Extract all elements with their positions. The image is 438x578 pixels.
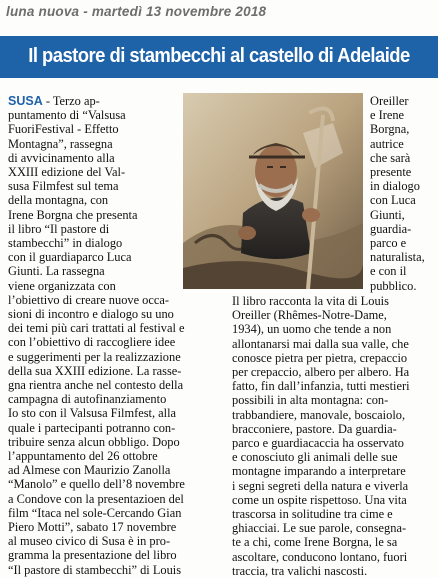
text-line: Io sto con il Valsusa Filmfest, alla (8, 406, 177, 421)
text-line: parco e guardiacaccia ha osservato (232, 436, 404, 450)
text-line: Borgna, (370, 122, 410, 137)
text-line: conosce pietra per pietra, crepaccio (232, 350, 408, 365)
text-line: per crepaccio, albero per albero. Ha (232, 365, 410, 379)
text-line: l’obiettivo di creare nuove occa- (8, 292, 169, 307)
text-line: gna rientra anche nel contesto della (8, 378, 184, 392)
masthead-date: luna nuova - martedì 13 novembre 2018 (6, 4, 267, 19)
text-line: quale i partecipanti potranno con- (8, 420, 176, 435)
text-line: dei temi più cari trattati al festival e (8, 321, 185, 336)
text-line: gramma la presentazione del libro (8, 548, 177, 563)
text-line: Giunti, (370, 207, 405, 222)
text-line: pubblico. (370, 278, 417, 293)
text-line: traccia, tra valichi nascosti. (232, 563, 368, 578)
text-line: fatto, fin dall’infanzia, tutti mestieri (232, 379, 410, 394)
text-line: della sua XXIII edizione. La rasse- (8, 363, 182, 378)
text-line: parco e (370, 236, 407, 250)
text-line: “Manolo” e quello dell’8 novembre (8, 477, 185, 492)
text-line: film “Itaca nel sole-Cercando Gian (8, 505, 182, 520)
text-line: come un ospite rispettoso. Una vita (232, 492, 407, 507)
article-photo (183, 93, 363, 289)
text-line: al museo civico di Susa è in pro- (8, 534, 171, 549)
text-line: a Condove con la presentazioen del (8, 491, 184, 506)
text-line: puntamento di “Valsusa (8, 108, 126, 123)
text-line: 1934), un uomo che tende a non (232, 322, 392, 337)
text-line: e suggerimenti per la realizzazione (8, 349, 181, 364)
text-line: con il guardiaparco Luca (8, 250, 132, 265)
text-line: allontanarsi mai dalla sua valle, che (232, 336, 409, 351)
text-line: i segni segreti della natura e viverla (232, 478, 409, 493)
text-line: Montagna”, rassegna (8, 136, 113, 151)
text-line: FuoriFestival - Effetto (8, 122, 119, 137)
text-line: l’appuntamento del 26 ottobre (8, 449, 158, 463)
text-line: tribuire senza alcun obbligo. Dopo (8, 434, 180, 449)
text-line: campagna di autofinanziamento (8, 392, 167, 407)
text-line: con Luca (370, 193, 416, 208)
article-lead-location: SUSA (8, 94, 43, 108)
text-line: della montagna, con (8, 193, 109, 208)
text-line: autrice (370, 136, 404, 151)
text-line: viene organizzata con (8, 278, 116, 293)
text-line: e Irene (370, 108, 405, 123)
text-line: e con il (370, 264, 407, 279)
text-line: Giunti. La rassegna (8, 264, 105, 279)
text-line: presente (370, 165, 412, 179)
text-line: che sarà (370, 150, 411, 165)
text-line: Piero Motti”, sabato 17 novembre (8, 520, 177, 534)
text-line: di avvicinamento alla (8, 150, 115, 165)
text-line: e conosciuto gli animali delle sue (232, 450, 398, 465)
text-line: SUSA - Terzo ap- (8, 94, 100, 108)
text-line: ad Almese con Maurizio Zanolla (8, 463, 171, 478)
text-line: XXIII edizione del Val- (8, 165, 126, 179)
text-line: Oreiller (370, 94, 409, 108)
text-line: con l’obiettivo di raccogliere idee (8, 335, 176, 350)
text-line: sioni di incontro e dialogo su uno (8, 307, 174, 321)
text-line: Oreiller (Rhêmes-Notre-Dame, (232, 308, 387, 323)
shepherd-photo-illustration (183, 93, 363, 289)
text-line: Il libro racconta la vita di Louis (232, 294, 389, 308)
text-line: susa Filmfest sul tema (8, 179, 119, 194)
text-line: bracconiere, pastore. Da guardia- (232, 421, 397, 436)
text-line: ascoltare, conducono lontano, fuori (232, 549, 408, 564)
text-line: guardia- (370, 221, 412, 236)
text-line: te a chi, come Irene Borgna, le sa (232, 535, 398, 550)
text-line: montagne imparando a interpretare (232, 464, 406, 479)
text-line: ghiacciai. Le sue parole, consegna- (232, 521, 407, 536)
text-line: stambecchi” in dialogo (8, 236, 123, 250)
headline: Il pastore di stambecchi al castello di Adelaide (28, 44, 410, 67)
text-line: trabbandiere, manovale, boscaiolo, (232, 407, 406, 422)
text-line: trascorsa in solitudine tra cime e (232, 507, 393, 521)
text-line: Irene Borgna che presenta (8, 207, 138, 222)
text-line: possibili in alta montagna: con- (232, 393, 389, 408)
text-line: in dialogo (370, 179, 420, 194)
text-line: naturalista, (370, 250, 425, 265)
text-line: il libro “Il pastore di (8, 221, 110, 236)
text-line: “Il pastore di stambecchi” di Louis (8, 562, 182, 577)
